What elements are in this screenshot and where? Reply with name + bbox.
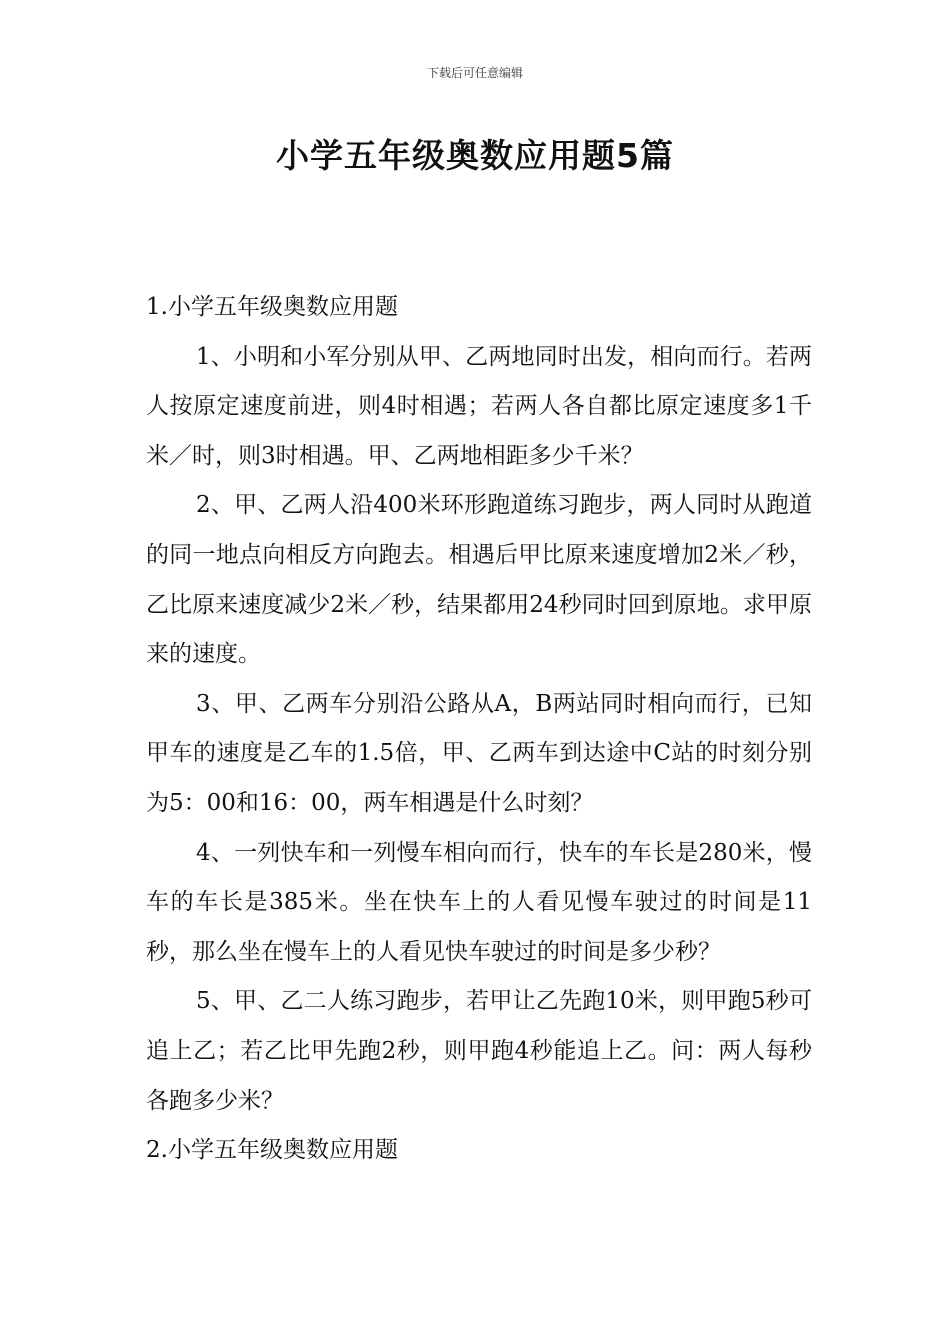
question-4: 4、一列快车和一列慢车相向而行，快车的车长是280米，慢车的车长是385米。坐在快车上的人看见慢车驶过的时间是11秒，那么坐在慢车上的人看见快车驶过的时间是多少秒？ [146,839,812,965]
question-3: 3、甲、乙两车分别沿公路从A，B两站同时相向而行，已知甲车的速度是乙车的1.5倍，甲、乙两车到达途中C站的时刻分别为5：00和16：00，两车相遇是什么时刻？ [146,690,812,816]
page-title: 小学五年级奥数应用题5篇 [276,136,674,175]
question-5: 5、甲、乙二人练习跑步，若甲让乙先跑10米，则甲跑5秒可追上乙；若乙比甲先跑2秒，则甲跑4秒能追上乙。问：两人每秒各跑多少米？ [146,988,812,1114]
section-heading-1: 1.小学五年级奥数应用题 [146,294,398,320]
document-body [146,283,812,1176]
header-note: 下载后可任意编辑 [426,66,523,80]
section-heading-2: 2.小学五年级奥数应用题 [146,1137,398,1164]
question-2: 2、甲、乙两人沿400米环形跑道练习跑步，两人同时从跑道的同一地点向相反方向跑去。相遇后甲比原来速度增加2米／秒，乙比原来速度减少2米／秒，结果都用24秒同时回到原地。求甲原来的速度。 [146,492,812,668]
question-1: 1、小明和小军分别从甲、乙两地同时出发，相向而行。若两人按原定速度前进，则4时相遇；若两人各自都比原定速度多1千米／时，则3时相遇。甲、乙两地相距多少千米？ [146,343,812,469]
